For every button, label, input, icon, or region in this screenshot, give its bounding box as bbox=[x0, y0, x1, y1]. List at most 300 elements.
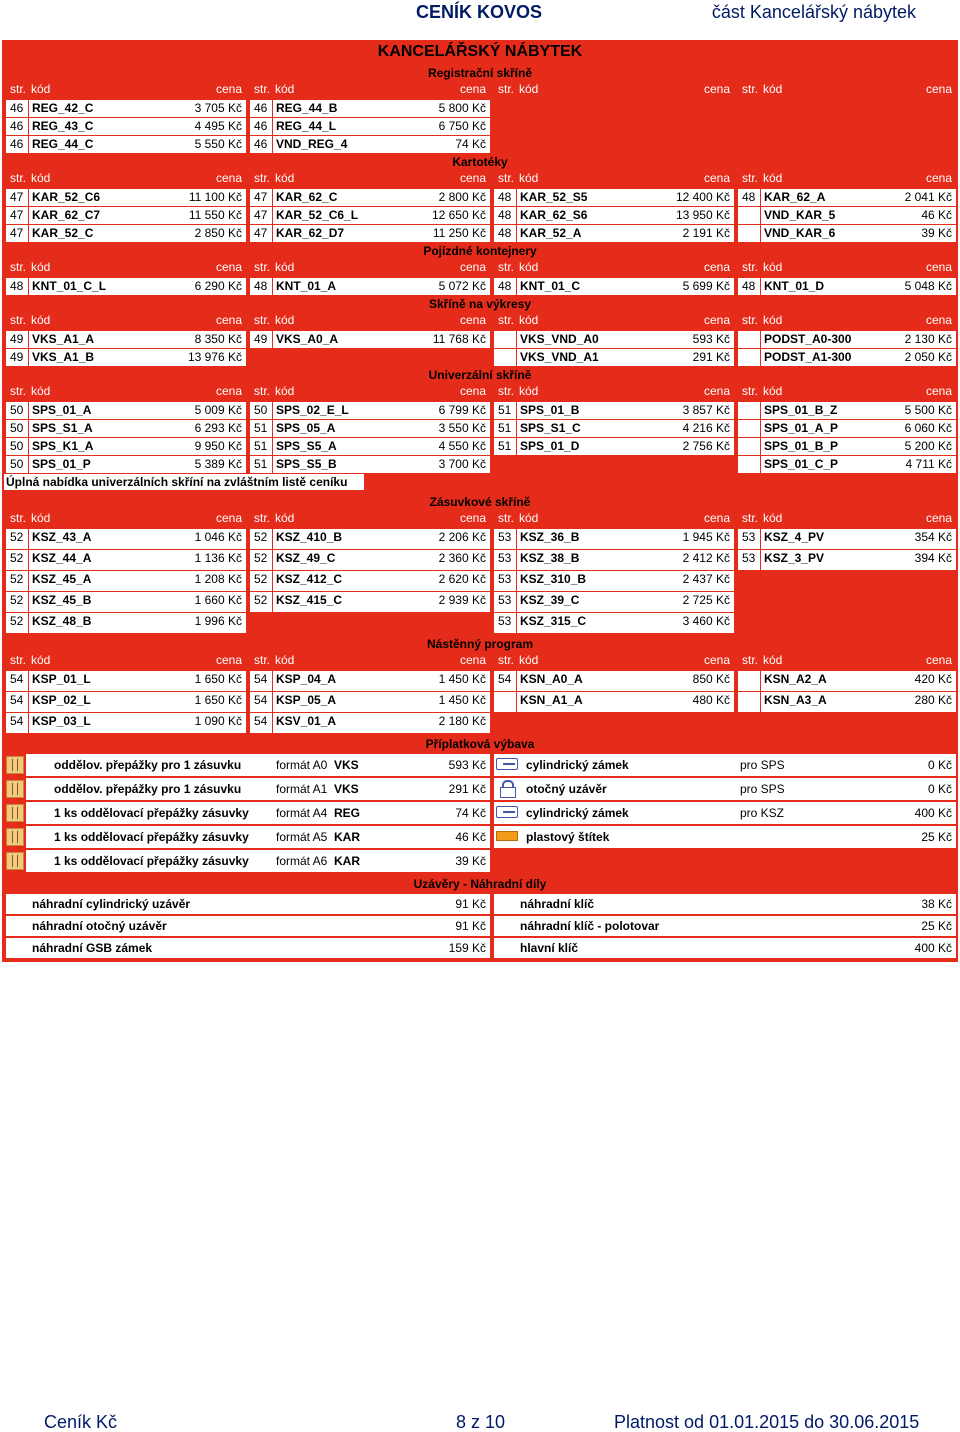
column-header-str: str. bbox=[10, 171, 27, 185]
cell-str: 54 bbox=[6, 692, 28, 712]
main-title: KANCELÁŘSKÝ NÁBYTEK bbox=[377, 43, 583, 60]
accessory-label: oddělov. přepážky pro 1 zásuvku bbox=[26, 754, 274, 776]
cell-str: 53 bbox=[494, 571, 516, 591]
cell-price: 12 400 Kč bbox=[654, 189, 734, 206]
cell-price: 5 389 Kč bbox=[166, 456, 246, 473]
column-header-code: kód bbox=[275, 384, 295, 398]
cell-code: KSZ_4_PV bbox=[761, 529, 876, 549]
column-header-price: cena bbox=[459, 511, 486, 525]
cell-str: 54 bbox=[250, 692, 272, 712]
footer-label: Ceník Kč bbox=[44, 1412, 118, 1432]
column-header-code: kód bbox=[763, 313, 783, 327]
page-number: 8 z 10 bbox=[456, 1412, 506, 1432]
cell-price: 6 060 Kč bbox=[876, 420, 956, 437]
cell-str: 54 bbox=[6, 671, 28, 691]
cell-price: 2 620 Kč bbox=[410, 571, 490, 591]
column-header-price: cena bbox=[459, 313, 486, 327]
column-header-code: kód bbox=[275, 82, 295, 96]
cell-code: KSZ_49_C bbox=[273, 550, 410, 570]
cell-code: KAR_62_A bbox=[761, 189, 876, 206]
column-header-price: cena bbox=[215, 511, 242, 525]
cell-code: REG_44_B bbox=[273, 100, 410, 117]
column-header-price: cena bbox=[459, 653, 486, 667]
column-header-code: kód bbox=[763, 82, 783, 96]
cell-str bbox=[738, 438, 760, 455]
cell-str: 47 bbox=[6, 189, 28, 206]
cell-str: 46 bbox=[6, 118, 28, 135]
drawer-divider-icon bbox=[6, 780, 24, 798]
cell-str bbox=[738, 402, 760, 419]
cell-str bbox=[494, 692, 516, 712]
section-title-row bbox=[2, 736, 958, 752]
table-row bbox=[2, 592, 958, 613]
accessory-icon-box bbox=[494, 826, 522, 848]
cell-price: 5 550 Kč bbox=[166, 136, 246, 153]
cell-str: 53 bbox=[494, 613, 516, 633]
cell-code: REG_44_L bbox=[273, 118, 410, 135]
column-header-code: kód bbox=[31, 313, 51, 327]
column-header-str: str. bbox=[254, 260, 271, 274]
cell-price: 74 Kč bbox=[410, 136, 490, 153]
column-header-str: str. bbox=[254, 653, 271, 667]
column-header-code: kód bbox=[519, 260, 539, 274]
accessory-icon-box bbox=[494, 754, 522, 776]
accessory-row bbox=[2, 802, 958, 826]
column-header-code: kód bbox=[275, 171, 295, 185]
cell-str: 53 bbox=[494, 529, 516, 549]
cell-code: SPS_01_P bbox=[29, 456, 166, 473]
table-row bbox=[2, 278, 958, 296]
cell-price: 11 100 Kč bbox=[166, 189, 246, 206]
cell-str: 48 bbox=[494, 207, 516, 224]
accessory-price: 400 Kč bbox=[858, 802, 956, 824]
column-header-str: str. bbox=[254, 384, 271, 398]
column-header-price: cena bbox=[703, 260, 730, 274]
accessory-for: pro SPS bbox=[738, 778, 858, 800]
cell-code: KAR_52_C6 bbox=[29, 189, 166, 206]
accessory-format: formát A1 bbox=[274, 778, 344, 800]
spare-part-price: 38 Kč bbox=[858, 894, 956, 914]
cell-price: 6 799 Kč bbox=[410, 402, 490, 419]
validity: Platnost od 01.01.2015 do 30.06.2015 bbox=[614, 1412, 920, 1432]
cell-str: 48 bbox=[250, 278, 272, 295]
accessory-for: pro SPS bbox=[738, 754, 858, 776]
cell-code: KNT_01_C bbox=[517, 278, 654, 295]
column-header-row bbox=[2, 259, 958, 277]
column-header-price: cena bbox=[703, 653, 730, 667]
cell-price: 1 650 Kč bbox=[166, 692, 246, 712]
cell-str: 47 bbox=[250, 225, 272, 242]
accessory-format: formát A0 bbox=[274, 754, 344, 776]
cell-price: 2 939 Kč bbox=[410, 592, 490, 612]
spare-part-price: 91 Kč bbox=[420, 894, 490, 914]
cell-code: KSP_04_A bbox=[273, 671, 410, 691]
column-header-row bbox=[2, 170, 958, 188]
cell-str: 49 bbox=[6, 349, 28, 366]
spare-part-price: 25 Kč bbox=[858, 916, 956, 936]
table-row bbox=[2, 118, 958, 136]
cell-str: 48 bbox=[494, 278, 516, 295]
cell-code: SPS_S1_C bbox=[517, 420, 654, 437]
cell-price: 850 Kč bbox=[654, 671, 734, 691]
cell-str: 51 bbox=[250, 420, 272, 437]
spare-part-label: náhradní GSB zámek bbox=[6, 938, 420, 958]
table-row bbox=[2, 402, 958, 420]
table-row bbox=[2, 713, 958, 734]
spare-part-row bbox=[2, 894, 958, 916]
section-title-row bbox=[2, 494, 958, 510]
cell-str bbox=[738, 456, 760, 473]
column-header-price: cena bbox=[925, 171, 952, 185]
cell-str bbox=[738, 692, 760, 712]
cell-code: KSZ_45_A bbox=[29, 571, 166, 591]
accessory-label: plastový štítek bbox=[522, 826, 738, 848]
cell-code: KAR_62_D7 bbox=[273, 225, 410, 242]
cell-str: 50 bbox=[6, 402, 28, 419]
cell-price: 13 950 Kč bbox=[654, 207, 734, 224]
cell-price: 2 360 Kč bbox=[410, 550, 490, 570]
cell-price: 2 800 Kč bbox=[410, 189, 490, 206]
cell-code: KSZ_415_C bbox=[273, 592, 410, 612]
column-header-code: kód bbox=[31, 171, 51, 185]
cell-str: 52 bbox=[6, 529, 28, 549]
column-header-code: kód bbox=[275, 653, 295, 667]
column-header-code: kód bbox=[275, 313, 295, 327]
column-header-price: cena bbox=[459, 260, 486, 274]
cell-str: 46 bbox=[6, 100, 28, 117]
section-title: Registrační skříně bbox=[427, 66, 533, 80]
cell-str: 47 bbox=[6, 207, 28, 224]
column-header-str: str. bbox=[498, 260, 515, 274]
cell-price: 420 Kč bbox=[876, 671, 956, 691]
column-header-str: str. bbox=[10, 260, 27, 274]
spare-part-price: 91 Kč bbox=[420, 916, 490, 936]
cell-price: 2 041 Kč bbox=[876, 189, 956, 206]
cell-price: 2 756 Kč bbox=[654, 438, 734, 455]
accessory-price: 0 Kč bbox=[858, 754, 956, 776]
section-title: Uzávěry - Náhradní díly bbox=[413, 877, 547, 891]
column-header-price: cena bbox=[703, 511, 730, 525]
cell-code: KSZ_44_A bbox=[29, 550, 166, 570]
cell-price: 4 550 Kč bbox=[410, 438, 490, 455]
cell-code: VKS_A1_A bbox=[29, 331, 166, 348]
accessory-row bbox=[2, 850, 958, 874]
cell-str: 48 bbox=[494, 225, 516, 242]
cell-code: KAR_52_A bbox=[517, 225, 654, 242]
spare-part-row bbox=[2, 916, 958, 938]
cell-price: 5 800 Kč bbox=[410, 100, 490, 117]
cell-price: 46 Kč bbox=[876, 207, 956, 224]
section-title: Nástěnný program bbox=[426, 637, 534, 651]
section-title-row bbox=[2, 154, 958, 170]
cell-price: 291 Kč bbox=[654, 349, 734, 366]
cell-str: 48 bbox=[738, 189, 760, 206]
cell-code: KAR_62_C bbox=[273, 189, 410, 206]
column-header-str: str. bbox=[498, 313, 515, 327]
cell-str: 50 bbox=[6, 420, 28, 437]
cell-code: KNT_01_C_L bbox=[29, 278, 166, 295]
cell-code: SPS_02_E_L bbox=[273, 402, 410, 419]
cell-str: 54 bbox=[6, 713, 28, 733]
spare-part-row bbox=[2, 938, 958, 960]
cell-str: 46 bbox=[250, 100, 272, 117]
section-title: Skříně na výkresy bbox=[428, 297, 532, 311]
accessory-label: 1 ks oddělovací přepážky zásuvky bbox=[26, 850, 274, 872]
cell-code: VKS_VND_A1 bbox=[517, 349, 654, 366]
spare-part-price: 159 Kč bbox=[420, 938, 490, 958]
column-header-code: kód bbox=[519, 82, 539, 96]
cell-code: SPS_K1_A bbox=[29, 438, 166, 455]
cell-str bbox=[738, 207, 760, 224]
accessory-label: otočný uzávěr bbox=[522, 778, 738, 800]
cell-code: KAR_62_C7 bbox=[29, 207, 166, 224]
column-header-price: cena bbox=[925, 260, 952, 274]
cell-str bbox=[738, 349, 760, 366]
accessory-row bbox=[2, 826, 958, 850]
section-title-row bbox=[2, 243, 958, 259]
cell-price: 1 945 Kč bbox=[654, 529, 734, 549]
cell-code: KAR_52_C6_L bbox=[273, 207, 410, 224]
cell-code: KSZ_43_A bbox=[29, 529, 166, 549]
column-header-price: cena bbox=[925, 511, 952, 525]
cell-code: VKS_VND_A0 bbox=[517, 331, 654, 348]
cell-price: 11 768 Kč bbox=[410, 331, 490, 348]
cell-str: 52 bbox=[250, 592, 272, 612]
column-header-row bbox=[2, 81, 958, 99]
column-header-str: str. bbox=[254, 82, 271, 96]
cell-code: SPS_01_B bbox=[517, 402, 654, 419]
accessory-model: REG bbox=[334, 802, 420, 824]
cell-price: 1 450 Kč bbox=[410, 692, 490, 712]
section-title-row bbox=[2, 296, 958, 312]
cell-code: KSZ_410_B bbox=[273, 529, 410, 549]
accessory-model: KAR bbox=[334, 850, 420, 872]
accessory-model: VKS bbox=[334, 778, 420, 800]
cell-str: 54 bbox=[494, 671, 516, 691]
accessory-for bbox=[738, 826, 858, 848]
accessory-format: formát A4 bbox=[274, 802, 344, 824]
cell-price: 593 Kč bbox=[654, 331, 734, 348]
column-header-str: str. bbox=[498, 171, 515, 185]
column-header-price: cena bbox=[703, 82, 730, 96]
cell-str: 50 bbox=[6, 456, 28, 473]
column-header-str: str. bbox=[498, 653, 515, 667]
cell-code: REG_43_C bbox=[29, 118, 166, 135]
column-header-str: str. bbox=[10, 82, 27, 96]
accessory-label: 1 ks oddělovací přepážky zásuvky bbox=[26, 826, 274, 848]
column-header-str: str. bbox=[254, 313, 271, 327]
column-header-str: str. bbox=[254, 511, 271, 525]
cell-code: SPS_05_A bbox=[273, 420, 410, 437]
catalog-title: CENÍK KOVOS bbox=[416, 2, 543, 22]
column-header-price: cena bbox=[925, 384, 952, 398]
accessory-label: 1 ks oddělovací přepážky zásuvky bbox=[26, 802, 274, 824]
table-row bbox=[2, 550, 958, 571]
cell-str: 46 bbox=[6, 136, 28, 153]
page-footer bbox=[0, 1410, 960, 1432]
column-header-row bbox=[2, 652, 958, 670]
spare-part-label: náhradní otočný uzávěr bbox=[6, 916, 420, 936]
table-row bbox=[2, 136, 958, 154]
spare-part-label: náhradní cylindrický uzávěr bbox=[6, 894, 420, 914]
column-header-str: str. bbox=[498, 384, 515, 398]
cell-price: 5 699 Kč bbox=[654, 278, 734, 295]
accessory-price: 39 Kč bbox=[420, 850, 490, 872]
accessory-price: 593 Kč bbox=[420, 754, 490, 776]
drawer-divider-icon bbox=[6, 828, 24, 846]
column-header-price: cena bbox=[215, 384, 242, 398]
column-header-str: str. bbox=[742, 82, 759, 96]
cell-str: 46 bbox=[250, 136, 272, 153]
spare-part-price: 400 Kč bbox=[858, 938, 956, 958]
column-header-code: kód bbox=[275, 260, 295, 274]
table-row bbox=[2, 420, 958, 438]
cell-price: 5 072 Kč bbox=[410, 278, 490, 295]
cell-code: VKS_A1_B bbox=[29, 349, 166, 366]
column-header-price: cena bbox=[925, 313, 952, 327]
column-header-price: cena bbox=[215, 653, 242, 667]
cell-str: 51 bbox=[494, 402, 516, 419]
cell-price: 13 976 Kč bbox=[166, 349, 246, 366]
table-row bbox=[2, 331, 958, 349]
column-header-str: str. bbox=[742, 171, 759, 185]
key-icon bbox=[496, 806, 518, 818]
column-header-code: kód bbox=[763, 384, 783, 398]
cell-price: 2 180 Kč bbox=[410, 713, 490, 733]
cell-price: 1 996 Kč bbox=[166, 613, 246, 633]
cell-str: 53 bbox=[738, 529, 760, 549]
cell-str: 50 bbox=[250, 402, 272, 419]
accessory-label: oddělov. přepážky pro 1 zásuvku bbox=[26, 778, 274, 800]
column-header-code: kód bbox=[519, 313, 539, 327]
spare-part-label: náhradní klíč - polotovar bbox=[494, 916, 858, 936]
cell-str bbox=[738, 671, 760, 691]
table-row bbox=[2, 189, 958, 207]
cell-str: 54 bbox=[250, 713, 272, 733]
cell-price: 1 136 Kč bbox=[166, 550, 246, 570]
cell-str: 52 bbox=[6, 613, 28, 633]
cell-code: KSZ_310_B bbox=[517, 571, 654, 591]
cell-price: 5 500 Kč bbox=[876, 402, 956, 419]
column-header-str: str. bbox=[742, 313, 759, 327]
column-header-price: cena bbox=[215, 313, 242, 327]
column-header-str: str. bbox=[742, 384, 759, 398]
column-header-code: kód bbox=[763, 171, 783, 185]
column-header-price: cena bbox=[925, 82, 952, 96]
cell-price: 3 705 Kč bbox=[166, 100, 246, 117]
section-title: Kartotéky bbox=[452, 155, 508, 169]
accessory-format: formát A5 bbox=[274, 826, 344, 848]
cell-price: 4 216 Kč bbox=[654, 420, 734, 437]
column-header-str: str. bbox=[742, 511, 759, 525]
cell-str: 52 bbox=[250, 571, 272, 591]
section-title: Pojízdné kontejnery bbox=[423, 244, 537, 258]
cell-code: VKS_A0_A bbox=[273, 331, 410, 348]
cell-code: SPS_01_D bbox=[517, 438, 654, 455]
table-row bbox=[2, 571, 958, 592]
column-header-price: cena bbox=[215, 82, 242, 96]
cell-code: KSN_A3_A bbox=[761, 692, 876, 712]
cell-str: 53 bbox=[494, 550, 516, 570]
section-title-row bbox=[2, 876, 958, 892]
cell-code: SPS_01_A_P bbox=[761, 420, 876, 437]
column-header-code: kód bbox=[275, 511, 295, 525]
cell-price: 1 650 Kč bbox=[166, 671, 246, 691]
column-header-price: cena bbox=[703, 384, 730, 398]
cell-code: VND_REG_4 bbox=[273, 136, 410, 153]
cell-price: 3 460 Kč bbox=[654, 613, 734, 633]
cell-code: KSP_03_L bbox=[29, 713, 166, 733]
section-title-row bbox=[2, 367, 958, 383]
cell-code: KSZ_412_C bbox=[273, 571, 410, 591]
cell-price: 2 437 Kč bbox=[654, 571, 734, 591]
cell-str: 48 bbox=[6, 278, 28, 295]
cell-str: 47 bbox=[250, 207, 272, 224]
cell-price: 4 495 Kč bbox=[166, 118, 246, 135]
cell-price: 1 208 Kč bbox=[166, 571, 246, 591]
table-row bbox=[2, 613, 958, 634]
cell-str: 52 bbox=[250, 550, 272, 570]
accessory-price: 74 Kč bbox=[420, 802, 490, 824]
cell-code: KSZ_3_PV bbox=[761, 550, 876, 570]
table-row bbox=[2, 456, 958, 474]
cell-str: 52 bbox=[6, 592, 28, 612]
cell-price: 2 850 Kč bbox=[166, 225, 246, 242]
cell-price: 1 090 Kč bbox=[166, 713, 246, 733]
cell-str: 49 bbox=[250, 331, 272, 348]
cell-str: 51 bbox=[250, 456, 272, 473]
page-header bbox=[0, 0, 960, 30]
cell-price: 8 350 Kč bbox=[166, 331, 246, 348]
cell-code: VND_KAR_6 bbox=[761, 225, 876, 242]
cell-code: KSN_A1_A bbox=[517, 692, 654, 712]
cell-price: 2 412 Kč bbox=[654, 550, 734, 570]
table-row bbox=[2, 225, 958, 243]
cell-price: 6 290 Kč bbox=[166, 278, 246, 295]
column-header-code: kód bbox=[519, 171, 539, 185]
cell-code: KSZ_39_C bbox=[517, 592, 654, 612]
cell-str: 51 bbox=[494, 438, 516, 455]
column-header-price: cena bbox=[703, 313, 730, 327]
column-header-str: str. bbox=[498, 511, 515, 525]
column-header-row bbox=[2, 312, 958, 330]
cell-code: VND_KAR_5 bbox=[761, 207, 876, 224]
cell-price: 2 191 Kč bbox=[654, 225, 734, 242]
cell-str: 46 bbox=[250, 118, 272, 135]
cell-code: KSZ_36_B bbox=[517, 529, 654, 549]
lock-icon bbox=[500, 780, 514, 796]
cell-price: 6 293 Kč bbox=[166, 420, 246, 437]
column-header-str: str. bbox=[498, 82, 515, 96]
column-header-price: cena bbox=[925, 653, 952, 667]
column-header-code: kód bbox=[519, 653, 539, 667]
section-title-row bbox=[2, 636, 958, 652]
column-header-str: str. bbox=[254, 171, 271, 185]
cell-code: SPS_01_A bbox=[29, 402, 166, 419]
cell-price: 280 Kč bbox=[876, 692, 956, 712]
cell-str: 48 bbox=[738, 278, 760, 295]
cell-code: SPS_01_C_P bbox=[761, 456, 876, 473]
column-header-code: kód bbox=[763, 511, 783, 525]
accessory-model: VKS bbox=[334, 754, 420, 776]
accessory-label: cylindrický zámek bbox=[522, 754, 738, 776]
cell-price: 480 Kč bbox=[654, 692, 734, 712]
drawer-divider-icon bbox=[6, 852, 24, 870]
table-row bbox=[2, 207, 958, 225]
cell-str: 48 bbox=[494, 189, 516, 206]
cell-str: 53 bbox=[494, 592, 516, 612]
cell-str bbox=[494, 331, 516, 348]
